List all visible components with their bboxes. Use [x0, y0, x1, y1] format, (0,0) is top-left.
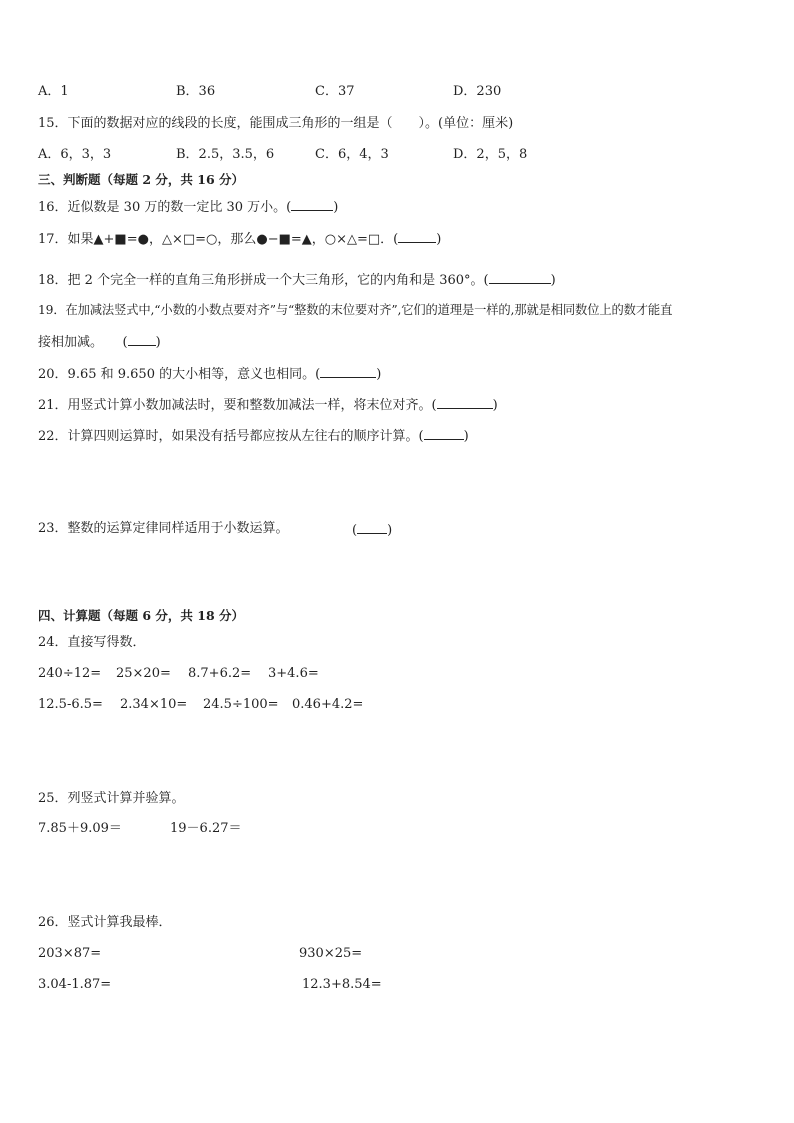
- q18-answer-blank[interactable]: [489, 271, 551, 284]
- q14-option-b: B．36: [176, 84, 216, 99]
- q16-text: 16．近似数是 30 万的数一定比 30 万小。(: [38, 200, 292, 215]
- q20-answer-blank[interactable]: [320, 365, 376, 378]
- q20-close: ): [376, 367, 382, 382]
- q18: [38, 271, 556, 289]
- q20: [38, 365, 381, 383]
- q19-line-2: [38, 333, 161, 351]
- q17-answer-blank[interactable]: [398, 230, 436, 243]
- q24-item: 2.34×10=: [120, 697, 188, 712]
- q25-item: 7.85＋9.09＝: [38, 821, 122, 836]
- q23-open: (: [352, 523, 358, 538]
- q23: [38, 521, 289, 537]
- q23-text: 23．整数的运算定律同样适用于小数运算。: [38, 521, 289, 536]
- q14-option-c: C．37: [315, 84, 355, 99]
- q19-text: 接相加减。 (: [38, 335, 128, 350]
- q15-option-b: B．2.5，3.5，6: [176, 147, 275, 162]
- q24-item: 240÷12=: [38, 666, 102, 681]
- q14-option-a: A．1: [38, 84, 69, 99]
- q24-item: 3+4.6=: [268, 666, 319, 681]
- q24-item: 0.46+4.2=: [292, 697, 364, 712]
- q24-item: 25×20=: [116, 666, 171, 681]
- q19-close: ): [155, 335, 161, 350]
- q26-item: 12.3+8.54=: [302, 977, 382, 992]
- q19-line-1: 19．在加减法竖式中,“小数的小数点要对齐”与“整数的末位要对齐”,它们的道理是一样的,那就是相同数位上的数才能直: [38, 303, 673, 317]
- q26-item: 203×87=: [38, 946, 102, 961]
- section-3-title: 三、判断题（每题 2 分，共 16 分）: [38, 172, 245, 187]
- q21-answer-blank[interactable]: [437, 396, 493, 409]
- q24-item: 24.5÷100=: [203, 697, 279, 712]
- q18-close: ): [550, 273, 556, 288]
- q22-text: 22．计算四则运算时，如果没有括号都应按从左往右的顺序计算。(: [38, 429, 424, 444]
- q26-item: 3.04-1.87=: [38, 977, 112, 992]
- q17-close: ): [436, 232, 442, 247]
- q14-option-d: D．230: [453, 84, 502, 99]
- q15-option-c: C．6，4，3: [315, 147, 389, 162]
- q17-text: 17．如果▲+■=●，△×□=○，那么●−■=▲，○×△=□．(: [38, 232, 399, 247]
- q15-question: 15．下面的数据对应的线段的长度，能围成三角形的一组是（ ）。(单位：厘米): [38, 116, 514, 131]
- q21-text: 21．用竖式计算小数加减法时，要和整数加减法一样，将末位对齐。(: [38, 398, 437, 413]
- q23-answer: [352, 521, 392, 539]
- q22-close: ): [463, 429, 469, 444]
- q26-question: 26．竖式计算我最棒．: [38, 915, 172, 930]
- q22: [38, 427, 469, 445]
- q18-text: 18．把 2 个完全一样的直角三角形拼成一个大三角形，它的内角和是 360°。(: [38, 273, 489, 288]
- q23-answer-blank[interactable]: [357, 521, 387, 534]
- q15-option-d: D．2，5，8: [453, 147, 528, 162]
- q23-close: ): [387, 523, 393, 538]
- q24-item: 8.7+6.2=: [188, 666, 252, 681]
- q17: [38, 230, 441, 248]
- q25-question: 25．列竖式计算并验算。: [38, 791, 185, 806]
- q15-option-a: A．6，3，3: [38, 147, 112, 162]
- q21: [38, 396, 498, 414]
- q24-item: 12.5-6.5=: [38, 697, 103, 712]
- q19-answer-blank[interactable]: [128, 333, 156, 346]
- q16-close: ): [333, 200, 339, 215]
- q16: [38, 198, 338, 216]
- section-4-title: 四、计算题（每题 6 分，共 18 分）: [38, 608, 245, 623]
- q21-close: ): [492, 398, 498, 413]
- q20-text: 20．9.65 和 9.650 的大小相等，意义也相同。(: [38, 367, 321, 382]
- q16-answer-blank[interactable]: [291, 198, 333, 211]
- q25-item: 19－6.27＝: [170, 821, 242, 836]
- q24-question: 24．直接写得数．: [38, 635, 146, 650]
- q22-answer-blank[interactable]: [424, 427, 464, 440]
- q26-item: 930×25=: [299, 946, 363, 961]
